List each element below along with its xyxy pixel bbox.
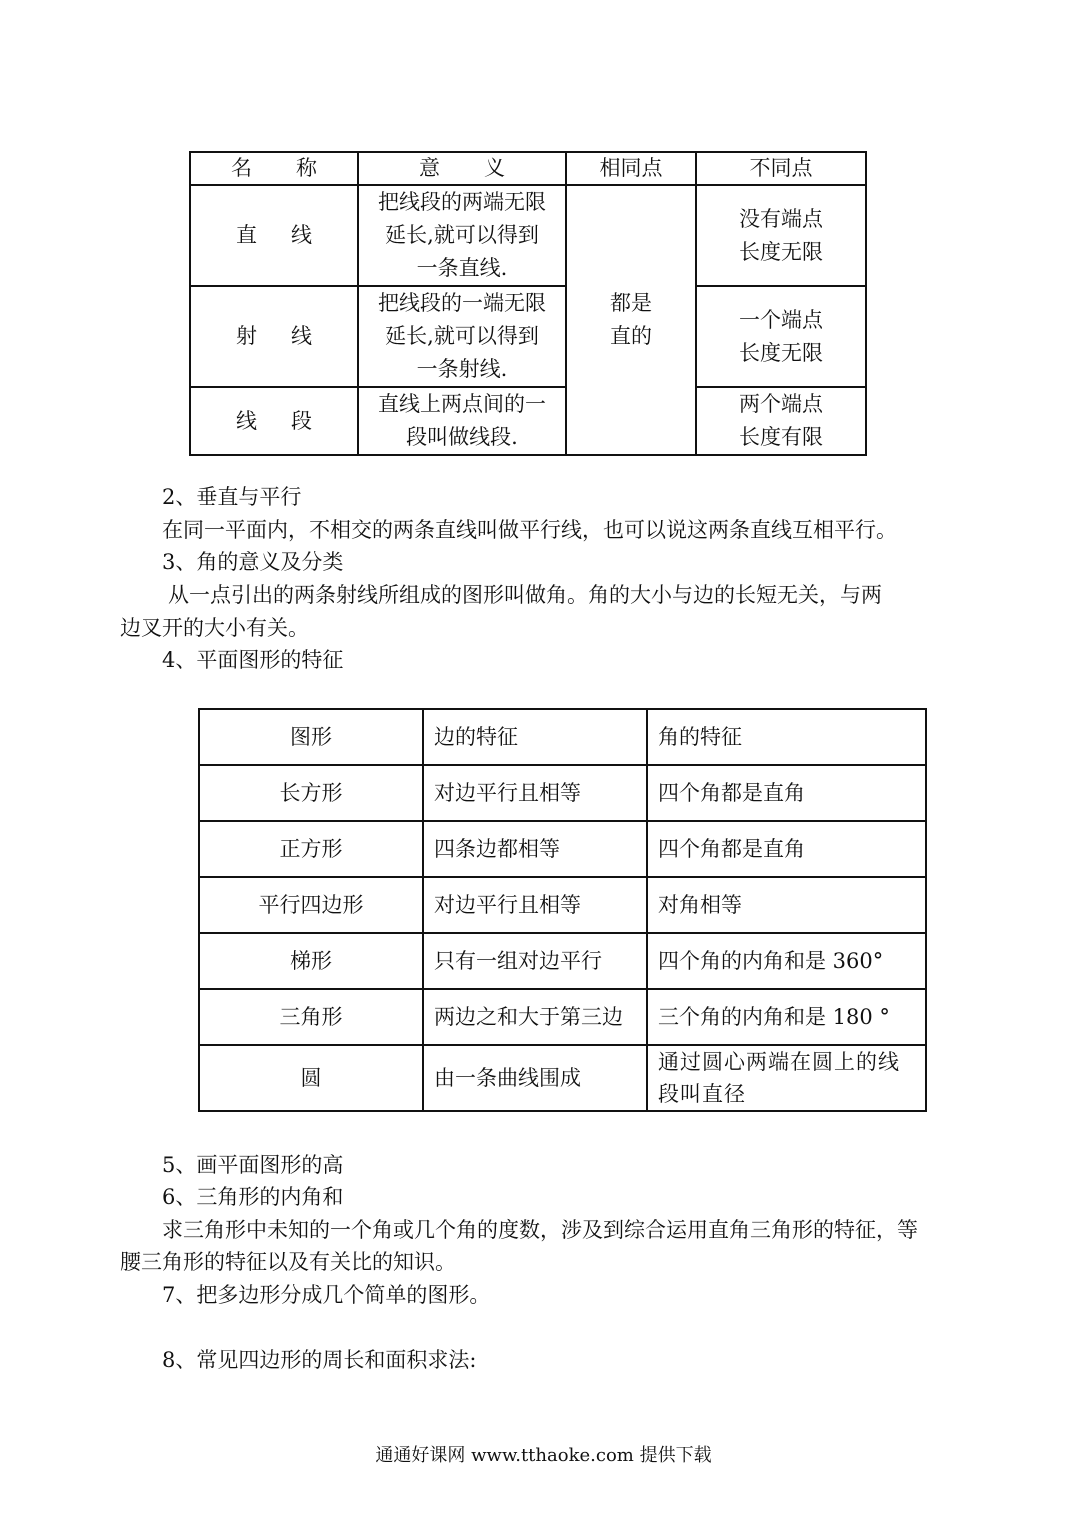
table-row xyxy=(199,989,926,1045)
cell-edge: 四条边都相等 xyxy=(423,821,647,877)
cell-figure: 平行四边形 xyxy=(199,877,423,933)
meaning-line: 一条射线. xyxy=(416,357,508,381)
table-row xyxy=(199,877,926,933)
paragraph-line: 腰三角形的特征以及有关比的知识。 xyxy=(120,1250,456,1274)
cell-angle: 四个角的内角和是 360° xyxy=(647,933,926,989)
cell-edge: 只有一组对边平行 xyxy=(423,933,647,989)
table-row xyxy=(199,765,926,821)
cell-edge: 两边之和大于第三边 xyxy=(423,989,647,1045)
cell-name-part-b: 段 xyxy=(291,408,312,433)
paragraph-line: 在同一平面内，不相交的两条直线叫做平行线，也可以说这两条直线互相平行。 xyxy=(162,518,897,542)
cell-name-part-b: 线 xyxy=(291,324,312,348)
cell-meaning xyxy=(358,185,566,286)
header-angle: 角的特征 xyxy=(647,709,926,765)
header-meaning-part-b: 义 xyxy=(484,156,505,180)
cell-name-part-b: 线 xyxy=(291,223,312,247)
header-meaning-part-a: 意 xyxy=(419,156,440,180)
meaning-line: 直线上两点间的一 xyxy=(378,392,546,416)
cell-diff xyxy=(696,185,866,286)
cell-name-part-a: 射 xyxy=(236,324,257,348)
header-name-part-a: 名 xyxy=(231,156,252,180)
header-diff: 不同点 xyxy=(696,152,866,185)
cell-angle: 通过圆心两端在圆上的线段叫直径 xyxy=(647,1045,926,1111)
cell-figure: 梯形 xyxy=(199,933,423,989)
table-row xyxy=(190,286,866,387)
cell-diff xyxy=(696,387,866,455)
header-edge: 边的特征 xyxy=(423,709,647,765)
paragraph-line: 边叉开的大小有关。 xyxy=(120,616,309,640)
cell-diff xyxy=(696,286,866,387)
diff-line: 长度无限 xyxy=(739,340,823,365)
table-row xyxy=(199,1045,926,1111)
cell-name xyxy=(190,286,358,387)
paragraph-line: 求三角形中未知的一个角或几个角的度数，涉及到综合运用直角三角形的特征，等 xyxy=(162,1218,918,1242)
page-footer: 通通好课网 www.tthaoke.com 提供下载 xyxy=(375,1445,712,1466)
meaning-line: 段叫做线段. xyxy=(406,425,518,449)
cell-name xyxy=(190,185,358,286)
section-heading: 4、平面图形的特征 xyxy=(162,648,344,672)
same-line: 都是 xyxy=(610,291,652,315)
cell-edge: 对边平行且相等 xyxy=(423,877,647,933)
meaning-line: 把线段的两端无限 xyxy=(378,190,546,214)
header-same: 相同点 xyxy=(566,152,696,185)
meaning-line: 延长,就可以得到 xyxy=(385,223,539,247)
table-row xyxy=(199,821,926,877)
cell-name xyxy=(190,387,358,455)
table-header-row xyxy=(199,709,926,765)
diff-line: 没有端点 xyxy=(739,206,823,231)
cell-figure: 正方形 xyxy=(199,821,423,877)
cell-name-part-a: 线 xyxy=(236,408,257,433)
cell-name-part-a: 直 xyxy=(236,223,257,247)
cell-angle: 四个角都是直角 xyxy=(647,765,926,821)
section-heading: 3、角的意义及分类 xyxy=(162,550,344,574)
table-row xyxy=(190,387,866,455)
section-heading: 6、三角形的内角和 xyxy=(162,1185,344,1209)
meaning-line: 把线段的一端无限 xyxy=(378,291,546,315)
section-heading: 7、把多边形分成几个简单的图形。 xyxy=(162,1283,491,1307)
diff-line: 两个端点 xyxy=(739,392,823,416)
cell-figure: 长方形 xyxy=(199,765,423,821)
cell-figure: 三角形 xyxy=(199,989,423,1045)
meaning-line: 延长,就可以得到 xyxy=(385,324,539,348)
header-name xyxy=(190,152,358,185)
cell-meaning xyxy=(358,286,566,387)
header-meaning xyxy=(358,152,566,185)
cell-edge: 由一条曲线围成 xyxy=(423,1045,647,1111)
table-row xyxy=(190,185,866,286)
line-types-table xyxy=(189,151,867,456)
paragraph-line: 从一点引出的两条射线所组成的图形叫做角。角的大小与边的长短无关，与两 xyxy=(168,583,882,607)
same-line: 直的 xyxy=(610,324,652,348)
cell-angle: 四个角都是直角 xyxy=(647,821,926,877)
table-row xyxy=(199,933,926,989)
cell-figure: 圆 xyxy=(199,1045,423,1111)
cell-edge: 对边平行且相等 xyxy=(423,765,647,821)
table-header-row xyxy=(190,152,866,185)
header-name-part-b: 称 xyxy=(296,156,317,180)
header-figure: 图形 xyxy=(199,709,423,765)
diff-line: 一个端点 xyxy=(739,307,823,332)
figure-features-table xyxy=(198,708,927,1112)
section-heading: 5、画平面图形的高 xyxy=(162,1153,344,1177)
cell-meaning xyxy=(358,387,566,455)
cell-same xyxy=(566,185,696,455)
diff-line: 长度有限 xyxy=(739,425,823,449)
section-heading: 8、常见四边形的周长和面积求法: xyxy=(162,1348,477,1372)
cell-angle: 三个角的内角和是 180 ° xyxy=(647,989,926,1045)
diff-line: 长度无限 xyxy=(739,239,823,264)
meaning-line: 一条直线. xyxy=(416,256,508,280)
section-heading: 2、垂直与平行 xyxy=(162,485,302,509)
cell-angle: 对角相等 xyxy=(647,877,926,933)
